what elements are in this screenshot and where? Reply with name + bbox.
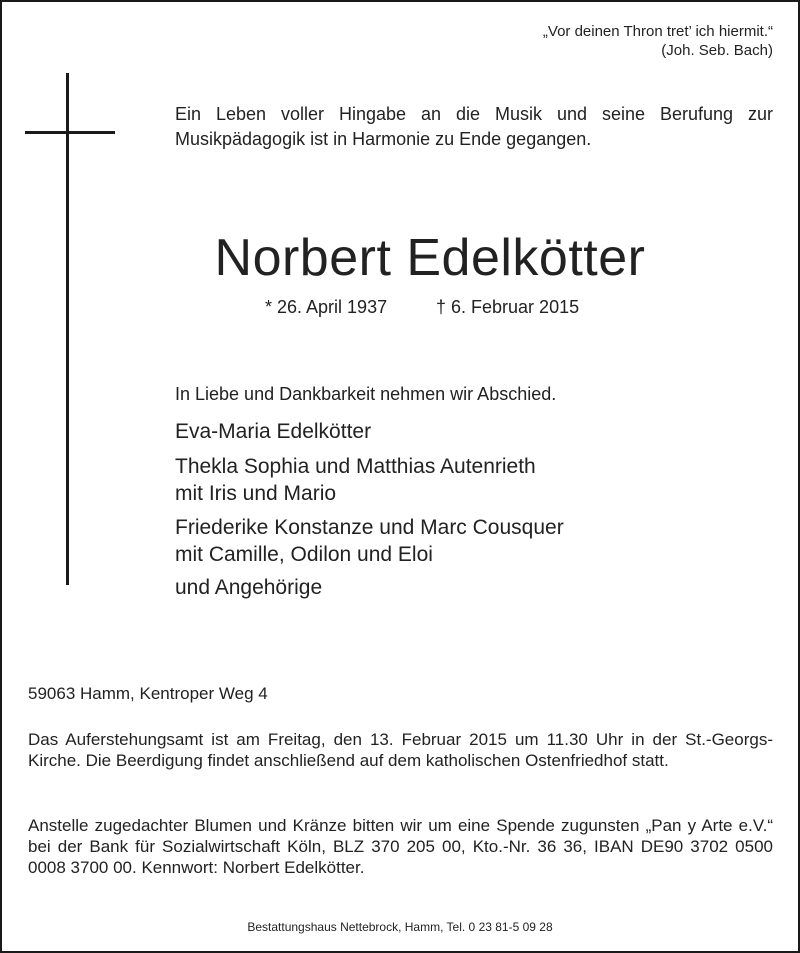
address: 59063 Hamm, Kentroper Weg 4 [28,684,268,703]
mourner-line: mit Iris und Mario [175,482,337,505]
deceased-name: Norbert Edelkötter [214,229,646,287]
mourner-line: Thekla Sophia und Matthias Autenrieth [175,455,536,478]
donation-info: Anstelle zugedachter Blumen und Kränze bitten wir um eine Spende zugunsten „Pan y Arte e.V.“ bei der Bank für Sozialwirtschaft Köln, BLZ 370 205 00, Kto.-Nr. 36 36, IBAN DE90 3702 0500 0008 3700 00. Kennwort: Norbert Edelkötter. [28,816,773,877]
cross-icon [66,73,69,585]
death-date: † 6. Februar 2015 [436,297,580,317]
birth-date: * 26. April 1937 [265,297,388,317]
quote-text: „Vor deinen Thron tret’ ich hiermit.“ [542,23,773,40]
funeral-home-footer: Bestattungshaus Nettebrock, Hamm, Tel. 0 23 81-5 09 28 [247,920,553,934]
quote-source: (Joh. Seb. Bach) [661,42,773,59]
service-info: Das Auferstehungsamt ist am Freitag, den 13. Februar 2015 um 11.30 Uhr in der St.-Georgs-Kirche. Die Beerdigung findet anschließend auf dem katholischen Ostenfriedhof statt. [28,730,773,770]
quote-block [543,22,773,60]
mourner-line: und Angehörige [175,576,323,599]
mourner-line: mit Camille, Odilon und Eloi [175,543,433,566]
mourner-line: Friederike Konstanze und Marc Cousquer [175,516,564,539]
cross-icon-beam [25,131,115,134]
mourner-line: Eva-Maria Edelkötter [175,420,372,443]
intro-text: Ein Leben voller Hingabe an die Musik und seine Berufung zur Musikpädagogik ist in Harmonie zu Ende gegangen. [175,104,773,149]
farewell-text: In Liebe und Dankbarkeit nehmen wir Abschied. [175,384,557,404]
